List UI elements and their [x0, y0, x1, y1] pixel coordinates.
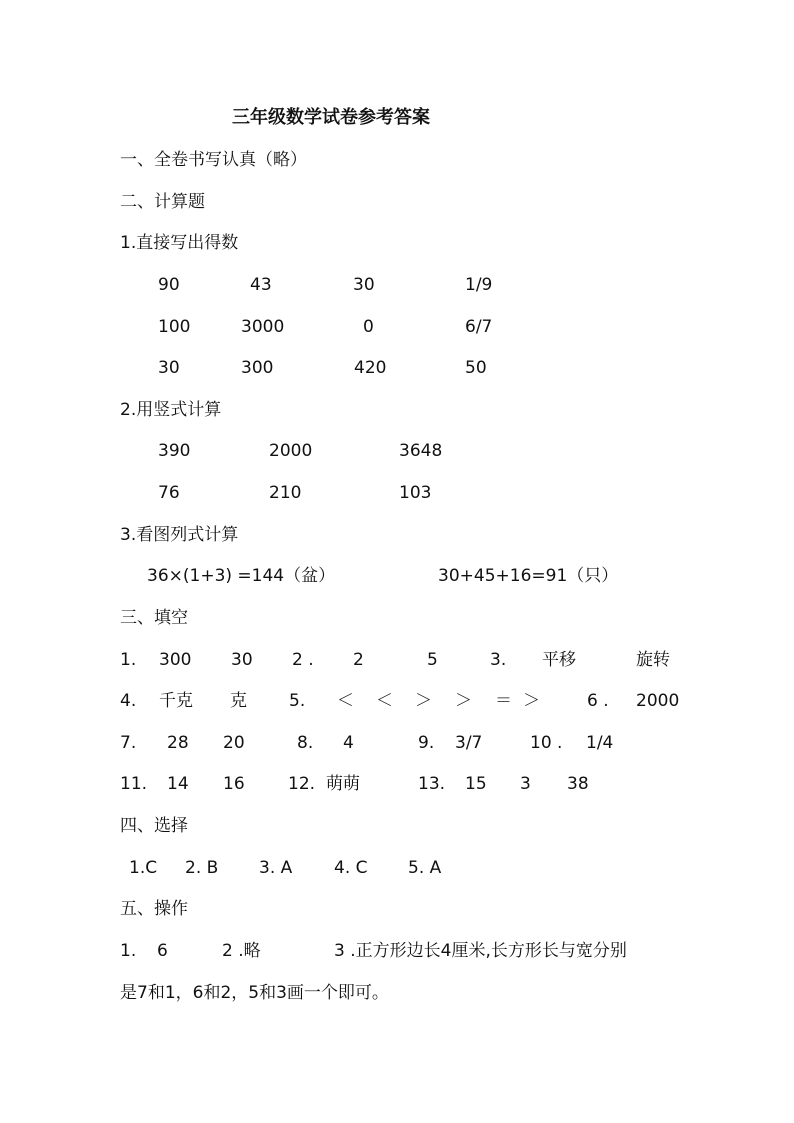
choice-answer: 1.C [129, 858, 158, 878]
fill-answer: 3. [490, 650, 507, 670]
q1-label: 1.直接写出得数 [120, 233, 239, 253]
fill-answer: 20 [223, 733, 245, 753]
fill-answer: 1. [120, 650, 137, 670]
q1-answer: 420 [354, 358, 387, 378]
fill-answer: 38 [567, 774, 589, 794]
choice-answer: 5. A [408, 858, 442, 878]
fill-answer: 10 . [530, 733, 563, 753]
q2-answer: 210 [269, 483, 302, 503]
q2-answer: 3648 [399, 441, 443, 461]
fill-answer: ＜ [337, 691, 354, 711]
fill-answer: 28 [167, 733, 189, 753]
section-5-heading: 五、操作 [120, 899, 188, 919]
fill-answer: 3/7 [455, 733, 483, 753]
q2-answer: 2000 [269, 441, 313, 461]
q3-answer: 30+45+16=91（只） [438, 566, 619, 586]
q1-answer: 100 [158, 317, 191, 337]
q2-label: 2.用竖式计算 [120, 400, 222, 420]
q3-label: 3.看图列式计算 [120, 525, 239, 545]
fill-answer: 千克 [159, 691, 193, 711]
fill-answer: 4 [343, 733, 354, 753]
fill-answer: 11. [120, 774, 148, 794]
q2-answer: 103 [399, 483, 432, 503]
operation-answer: 6 [157, 941, 168, 961]
fill-answer: 14 [167, 774, 189, 794]
fill-answer: 6 . [587, 691, 609, 711]
fill-answer: 克 [230, 691, 247, 711]
page-title: 三年级数学试卷参考答案 [232, 107, 430, 128]
choice-answer: 4. C [334, 858, 368, 878]
fill-answer: 30 [231, 650, 253, 670]
q1-answer: 3000 [241, 317, 285, 337]
fill-answer: 萌萌 [326, 774, 360, 794]
fill-answer: 5 [427, 650, 438, 670]
fill-answer: ＞ [415, 691, 432, 711]
operation-answer-continued: 是7和1，6和2，5和3画一个即可。 [120, 983, 389, 1003]
q2-answer: 76 [158, 483, 180, 503]
operation-answer: 1. [120, 941, 137, 961]
fill-answer: ＝ [495, 691, 512, 711]
q1-answer: 43 [250, 275, 272, 295]
fill-answer: 旋转 [636, 650, 670, 670]
fill-answer: ＜ [376, 691, 393, 711]
q1-answer: 30 [158, 358, 180, 378]
choice-answer: 2. B [185, 858, 219, 878]
fill-answer: 3 [520, 774, 531, 794]
section-1-heading: 一、全卷书写认真（略） [120, 150, 307, 170]
fill-answer: 15 [465, 774, 487, 794]
fill-answer: 5. [289, 691, 306, 711]
fill-answer: 12. [288, 774, 316, 794]
fill-answer: 7. [120, 733, 137, 753]
q3-answer: 36×(1+3) =144（盆） [147, 566, 336, 586]
fill-answer: 9. [418, 733, 435, 753]
fill-answer: 8. [297, 733, 314, 753]
q1-answer: 90 [158, 275, 180, 295]
fill-answer: 13. [418, 774, 446, 794]
operation-answer: 2 .略 [222, 941, 261, 961]
section-3-heading: 三、填空 [120, 608, 188, 628]
fill-answer: ＞ [523, 691, 540, 711]
fill-answer: 2000 [636, 691, 680, 711]
q1-answer: 300 [241, 358, 274, 378]
q1-answer: 0 [363, 317, 374, 337]
fill-answer: 16 [223, 774, 245, 794]
fill-answer: 300 [159, 650, 192, 670]
fill-answer: 1/4 [586, 733, 614, 753]
fill-answer: ＞ [455, 691, 472, 711]
fill-answer: 4. [120, 691, 137, 711]
q1-answer: 50 [465, 358, 487, 378]
section-4-heading: 四、选择 [120, 816, 188, 836]
fill-answer: 2 . [292, 650, 314, 670]
section-2-heading: 二、计算题 [120, 192, 205, 212]
q2-answer: 390 [158, 441, 191, 461]
q1-answer: 6/7 [465, 317, 493, 337]
q1-answer: 30 [353, 275, 375, 295]
operation-answer: 3 .正方形边长4厘米,长方形长与宽分别 [334, 941, 627, 961]
fill-answer: 2 [353, 650, 364, 670]
q1-answer: 1/9 [465, 275, 493, 295]
fill-answer: 平移 [542, 650, 576, 670]
choice-answer: 3. A [259, 858, 293, 878]
